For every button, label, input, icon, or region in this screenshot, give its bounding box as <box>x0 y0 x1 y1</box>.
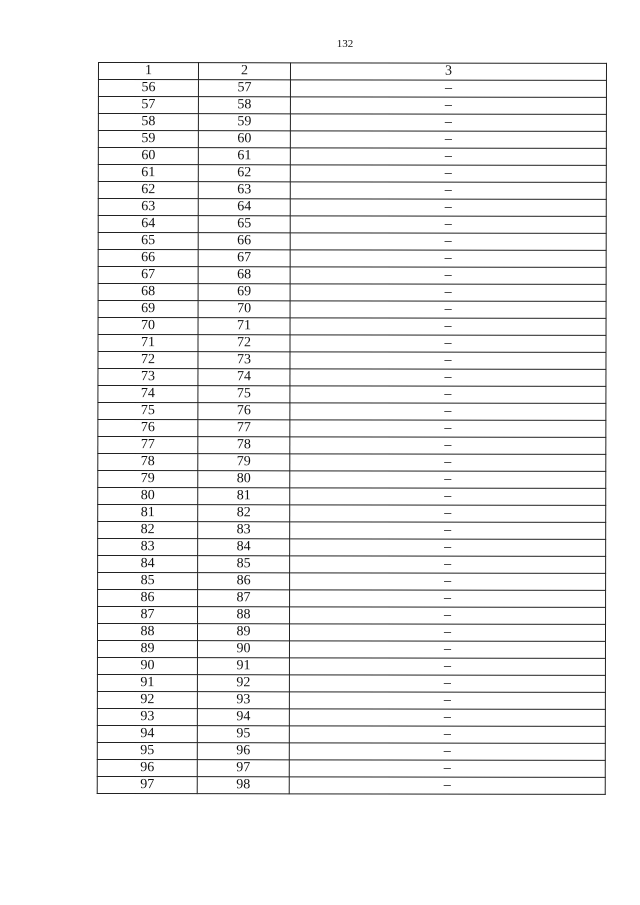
table-row <box>97 725 605 743</box>
table-row <box>98 471 606 489</box>
table-row <box>98 131 606 149</box>
table-cell-col-3: – <box>289 675 605 693</box>
column-header-2: 2 <box>198 63 290 80</box>
table-cell-col-1: 67 <box>98 267 198 284</box>
table-cell-col-1: 66 <box>98 250 198 267</box>
table-cell-col-2: 98 <box>197 777 289 794</box>
table-cell-col-3: – <box>290 607 606 625</box>
table-cell-col-3: – <box>290 403 606 421</box>
table-cell-col-3: – <box>289 641 605 659</box>
table-cell-col-1: 63 <box>98 199 198 216</box>
table-cell-col-1: 74 <box>98 386 198 403</box>
table-cell-col-2: 70 <box>198 301 290 318</box>
table-row <box>98 539 606 557</box>
table-cell-col-2: 81 <box>198 488 290 505</box>
table-cell-col-1: 75 <box>98 403 198 420</box>
table-cell-col-1: 68 <box>98 284 198 301</box>
table-row <box>98 386 606 404</box>
table-cell-col-1: 60 <box>98 148 198 165</box>
table-cell-col-3: – <box>290 420 606 438</box>
table-cell-col-3: – <box>290 148 606 166</box>
table-cell-col-2: 59 <box>198 114 290 131</box>
table-cell-col-3: – <box>290 182 606 200</box>
table-row <box>98 590 606 608</box>
table-cell-col-3: – <box>290 301 606 319</box>
table-cell-col-1: 90 <box>97 657 197 674</box>
table-cell-col-2: 97 <box>197 760 289 777</box>
table-cell-col-3: – <box>290 437 606 455</box>
table-cell-col-2: 92 <box>197 675 289 692</box>
table-cell-col-2: 60 <box>198 131 290 148</box>
table-cell-col-3: – <box>290 284 606 302</box>
table-cell-col-3: – <box>290 369 606 387</box>
table-cell-col-2: 82 <box>198 505 290 522</box>
table-cell-col-2: 73 <box>198 352 290 369</box>
table-cell-col-2: 93 <box>197 692 289 709</box>
table-cell-col-1: 61 <box>98 165 198 182</box>
table-cell-col-2: 78 <box>198 437 290 454</box>
table-cell-col-1: 70 <box>98 318 198 335</box>
table-cell-col-3: – <box>290 454 606 472</box>
table-row <box>98 403 606 421</box>
table-cell-col-2: 86 <box>198 573 290 590</box>
table-cell-col-3: – <box>290 97 606 115</box>
table-cell-col-1: 91 <box>97 674 197 691</box>
table-body <box>97 80 606 795</box>
table-row <box>98 165 606 183</box>
table-cell-col-3: – <box>290 488 606 506</box>
table-cell-col-2: 89 <box>197 624 289 641</box>
table-cell-col-1: 59 <box>98 131 198 148</box>
table-cell-col-1: 72 <box>98 352 198 369</box>
table-cell-col-1: 78 <box>98 454 198 471</box>
table-cell-col-2: 68 <box>198 267 290 284</box>
table-header-row <box>98 63 606 81</box>
table-cell-col-2: 67 <box>198 250 290 267</box>
table-cell-col-3: – <box>290 114 606 132</box>
table-cell-col-3: – <box>290 318 606 336</box>
table-cell-col-3: – <box>290 216 606 234</box>
table-cell-col-1: 96 <box>97 759 197 776</box>
table-cell-col-1: 80 <box>98 488 198 505</box>
data-table <box>97 62 607 795</box>
table-cell-col-2: 69 <box>198 284 290 301</box>
table-row <box>97 657 605 675</box>
table-row <box>97 674 605 692</box>
table-cell-col-1: 79 <box>98 471 198 488</box>
table-cell-col-3: – <box>290 386 606 404</box>
table-cell-col-2: 74 <box>198 369 290 386</box>
table-row <box>98 182 606 200</box>
table-cell-col-2: 65 <box>198 216 290 233</box>
table-cell-col-3: – <box>290 556 606 574</box>
table-cell-col-2: 94 <box>197 709 289 726</box>
table-cell-col-1: 56 <box>98 80 198 97</box>
table-row <box>98 250 606 268</box>
table-row <box>98 369 606 387</box>
table-cell-col-3: – <box>290 539 606 557</box>
table-cell-col-1: 73 <box>98 369 198 386</box>
table-row <box>98 352 606 370</box>
table-cell-col-1: 89 <box>97 641 197 658</box>
table-cell-col-2: 77 <box>198 420 290 437</box>
table-cell-col-1: 64 <box>98 216 198 233</box>
table-cell-col-2: 72 <box>198 335 290 352</box>
table-cell-col-2: 75 <box>198 386 290 403</box>
table-row <box>97 759 605 777</box>
table-cell-col-1: 88 <box>97 624 197 641</box>
table-cell-col-2: 61 <box>198 148 290 165</box>
table-cell-col-3: – <box>290 233 606 251</box>
table-cell-col-3: – <box>290 573 606 591</box>
table-cell-col-2: 58 <box>198 97 290 114</box>
table-row <box>97 776 605 794</box>
table-cell-col-1: 86 <box>98 590 198 607</box>
table-cell-col-2: 62 <box>198 165 290 182</box>
table-row <box>98 573 606 591</box>
table-row <box>98 301 606 319</box>
table-cell-col-3: – <box>290 165 606 183</box>
table-cell-col-1: 69 <box>98 301 198 318</box>
table-cell-col-2: 87 <box>198 590 290 607</box>
table-row <box>98 148 606 166</box>
table-cell-col-1: 82 <box>98 522 198 539</box>
table-row <box>98 199 606 217</box>
table-row <box>98 454 606 472</box>
table-cell-col-1: 62 <box>98 182 198 199</box>
table-row <box>98 437 606 455</box>
table-cell-col-3: – <box>290 590 606 608</box>
table-row <box>98 420 606 438</box>
table-row <box>98 97 606 115</box>
table-cell-col-2: 57 <box>198 80 290 97</box>
table-cell-col-3: – <box>290 80 606 98</box>
table-cell-col-1: 97 <box>97 776 197 793</box>
table-row <box>97 624 605 642</box>
table-row <box>98 216 606 234</box>
table-row <box>97 641 605 659</box>
table-cell-col-2: 76 <box>198 403 290 420</box>
table-cell-col-1: 95 <box>97 742 197 759</box>
table-cell-col-1: 83 <box>98 539 198 556</box>
table-cell-col-2: 90 <box>197 641 289 658</box>
column-header-3: 3 <box>290 63 606 81</box>
table-row <box>98 267 606 285</box>
table-cell-col-1: 81 <box>98 505 198 522</box>
table-cell-col-2: 84 <box>198 539 290 556</box>
table-cell-col-3: – <box>290 505 606 523</box>
table-cell-col-1: 76 <box>98 420 198 437</box>
table-cell-col-2: 85 <box>198 556 290 573</box>
table-cell-col-3: – <box>290 131 606 149</box>
table-cell-col-3: – <box>289 726 605 744</box>
table-cell-col-3: – <box>289 777 605 795</box>
table-cell-col-1: 77 <box>98 437 198 454</box>
table-cell-col-2: 88 <box>198 607 290 624</box>
table-cell-col-1: 85 <box>98 573 198 590</box>
table-cell-col-3: – <box>289 760 605 778</box>
table-cell-col-1: 65 <box>98 233 198 250</box>
table-cell-col-1: 94 <box>97 725 197 742</box>
table-cell-col-2: 91 <box>197 658 289 675</box>
column-header-1: 1 <box>98 63 198 80</box>
table-row <box>97 691 605 709</box>
table-row <box>97 708 605 726</box>
table-row <box>98 522 606 540</box>
table-cell-col-2: 95 <box>197 726 289 743</box>
table-row <box>98 233 606 251</box>
table-cell-col-3: – <box>290 471 606 489</box>
table-row <box>98 556 606 574</box>
table-row <box>98 335 606 353</box>
table-cell-col-3: – <box>290 522 606 540</box>
table-cell-col-2: 96 <box>197 743 289 760</box>
table-cell-col-3: – <box>290 352 606 370</box>
table-row <box>98 488 606 506</box>
table-row <box>97 742 605 760</box>
table-cell-col-1: 92 <box>97 691 197 708</box>
table-cell-col-3: – <box>289 709 605 727</box>
table-cell-col-3: – <box>289 743 605 761</box>
table-cell-col-3: – <box>289 658 605 676</box>
table-row <box>98 80 606 98</box>
table-cell-col-3: – <box>290 199 606 217</box>
table-row <box>98 114 606 132</box>
table-row <box>98 284 606 302</box>
table-cell-col-2: 80 <box>198 471 290 488</box>
table-row <box>98 318 606 336</box>
table-cell-col-2: 63 <box>198 182 290 199</box>
table-cell-col-3: – <box>290 250 606 268</box>
table-cell-col-1: 87 <box>98 607 198 624</box>
table-cell-col-2: 79 <box>198 454 290 471</box>
table-cell-col-1: 84 <box>98 556 198 573</box>
table-cell-col-3: – <box>289 624 605 642</box>
table-cell-col-2: 66 <box>198 233 290 250</box>
table-cell-col-1: 71 <box>98 335 198 352</box>
table-row <box>98 607 606 625</box>
table-cell-col-1: 58 <box>98 114 198 131</box>
table-cell-col-3: – <box>289 692 605 710</box>
table-cell-col-1: 57 <box>98 97 198 114</box>
table-cell-col-1: 93 <box>97 708 197 725</box>
table-cell-col-3: – <box>290 335 606 353</box>
table-row <box>98 505 606 523</box>
table-cell-col-2: 71 <box>198 318 290 335</box>
page-number: 132 <box>336 38 354 50</box>
table-cell-col-2: 83 <box>198 522 290 539</box>
table-cell-col-2: 64 <box>198 199 290 216</box>
table-cell-col-3: – <box>290 267 606 285</box>
